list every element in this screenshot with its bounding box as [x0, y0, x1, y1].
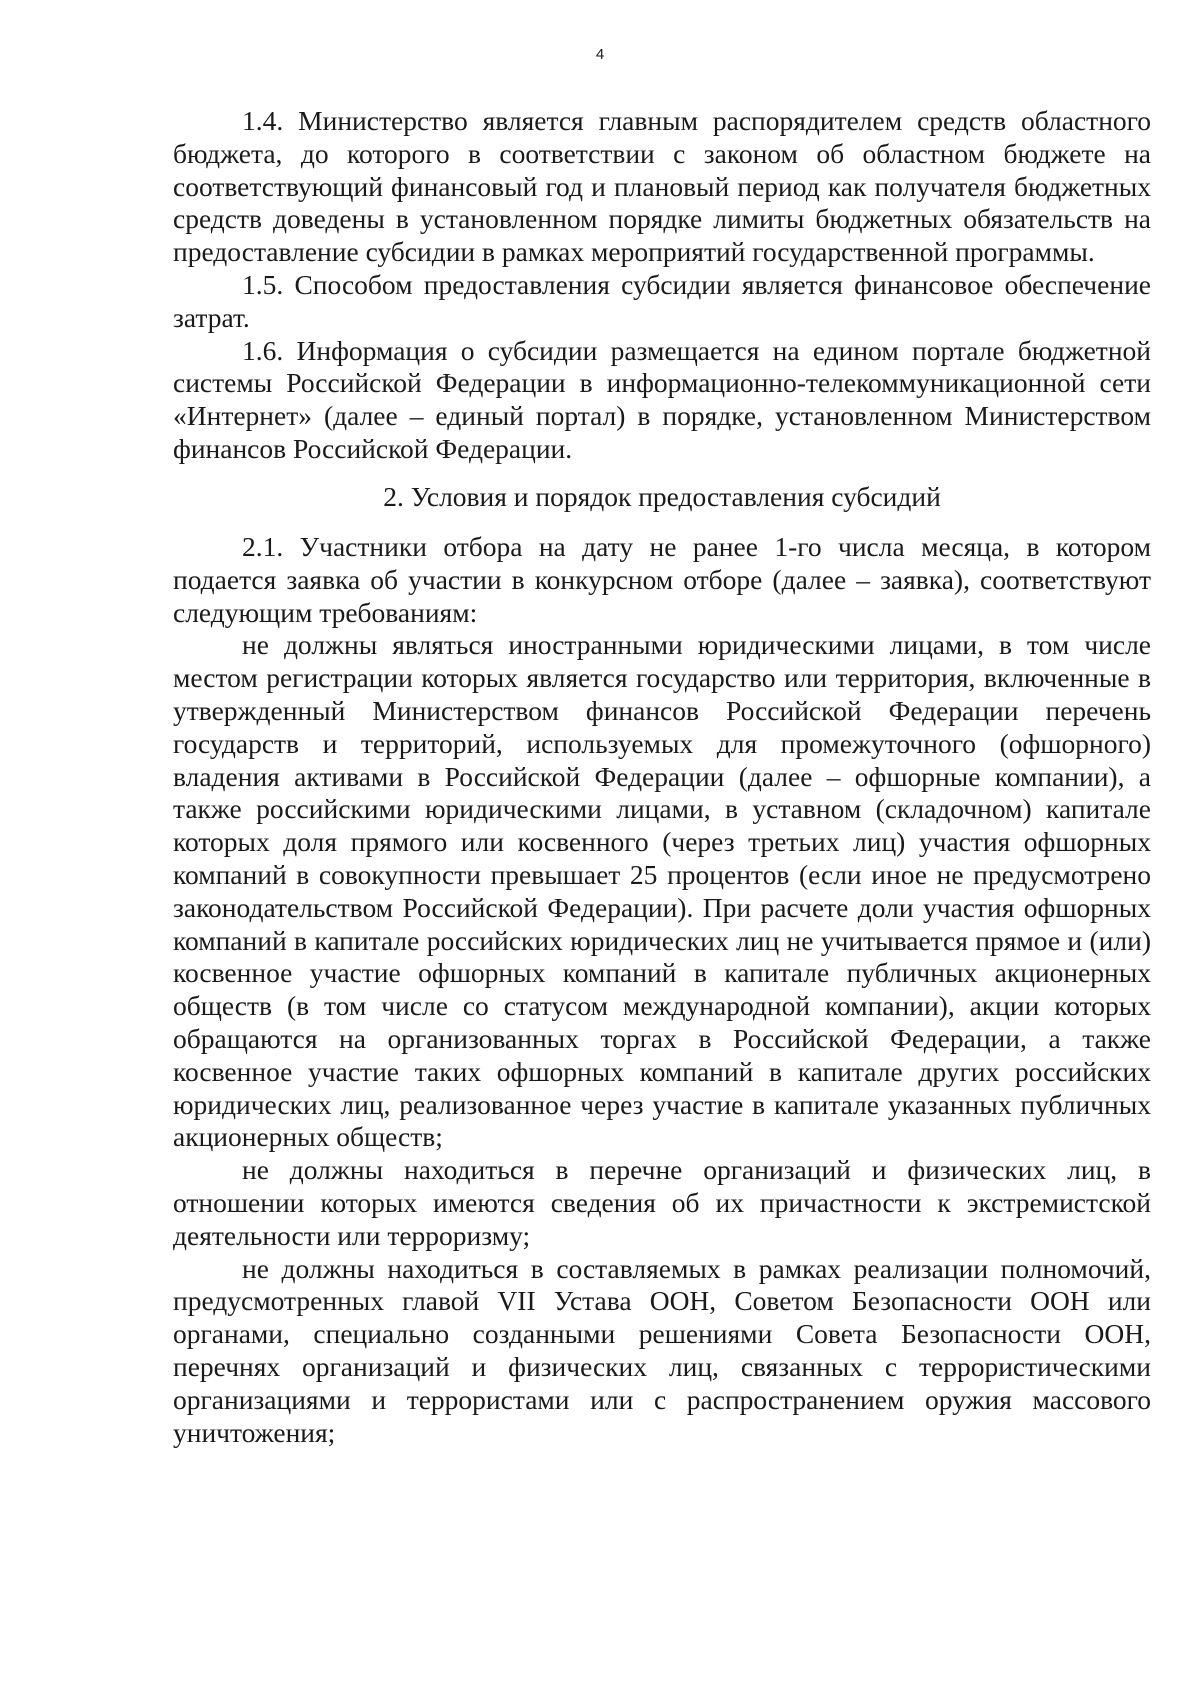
requirement-offshore: не должны являться иностранными юридическими лицами, в том числе местом регистрации которых является государство или территория, включенные в утвержденный Министерством финансов Российской Федерации перечень государств и территорий, используемых для промежуточного (офшорного) владения активами в Российской Федерации (далее – офшорные компании), а также российскими юридическими лицами, в уставном (складочном) капитале которых доля прямого или косвенного (через третьих лиц) участия офшорных компаний в совокупности превышает 25 процентов (если иное не предусмотрено законодательством Российской Федерации). При расчете доли участия офшорных компаний в капитале российских юридических лиц не учитывается прямое и (или) косвенное участие офшорных компаний в капитале публичных акционерных обществ (в том числе со статусом международной компании), акции которых обращаются на организованных торгах в Российской Федерации, а также косвенное участие таких офшорных компаний в капитале других российских юридических лиц, реализованное через участие в капитале указанных публичных акционерных обществ; — [173, 629, 1151, 1153]
requirement-un-lists: не должны находиться в составляемых в рамках реализации полномочий, предусмотренных главой VII Устава ООН, Советом Безопасности ООН или органами, специально созданными решениями Совета Безопасности ООН, перечнях организаций и физических лиц, связанных с террористическими организациями и террористами или с распространением оружия массового уничтожения; — [173, 1252, 1151, 1448]
paragraph-2-1: 2.1. Участники отбора на дату не ранее 1-го числа месяца, в котором подается заявка об участии в конкурсном отборе (далее – заявка), соответствуют следующим требованиям: — [173, 531, 1151, 628]
page-number: 4 — [595, 46, 605, 63]
document-body — [173, 105, 1151, 1449]
paragraph-1-6: 1.6. Информация о субсидии размещается на едином портале бюджетной системы Российской Федерации в информационно-телекоммуникационной сети «Интернет» (далее – единый портал) в порядке, установленном Министерством финансов Российской Федерации. — [173, 334, 1151, 464]
requirement-extremism: не должны находиться в перечне организаций и физических лиц, в отношении которых имеются сведения об их причастности к экстремистской деятельности или терроризму; — [173, 1154, 1151, 1251]
paragraph-1-4: 1.4. Министерство является главным распорядителем средств областного бюджета, до которого в соответствии с законом об областном бюджете на соответствующий финансовый год и плановый период как получателя бюджетных средств доведены в установленном порядке лимиты бюджетных обязательств на предоставление субсидии в рамках мероприятий государственной программы. — [173, 105, 1151, 268]
paragraph-1-5: 1.5. Способом предоставления субсидии является финансовое обеспечение затрат. — [173, 268, 1151, 333]
section-heading: 2. Условия и порядок предоставления субсидий — [383, 481, 941, 513]
